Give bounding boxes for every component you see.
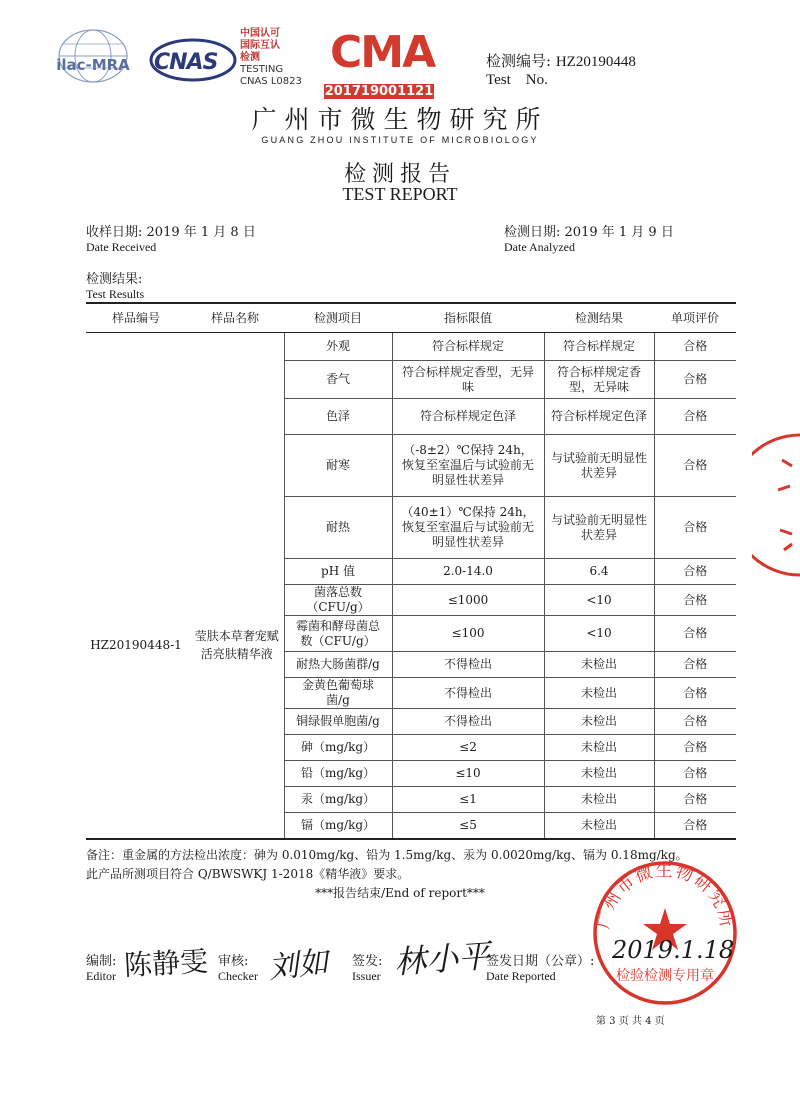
cnas-side-line: 国际互认 <box>240 40 280 51</box>
date-analyzed-value: 2019 年 1 月 9 日 <box>564 225 674 240</box>
table-cell-item: 外观 <box>284 333 392 361</box>
table-cell-result: 未检出 <box>544 787 654 813</box>
table-cell-item: pH 值 <box>284 559 392 585</box>
table-cell-eval: 合格 <box>654 559 736 585</box>
column-header: 样品名称 <box>186 303 284 333</box>
table-cell-limit: 符合标样规定香型，无异味 <box>392 361 544 399</box>
table-cell-eval: 合格 <box>654 678 736 709</box>
column-header: 样品编号 <box>86 303 186 333</box>
issuer-label-en: Issuer <box>352 969 381 983</box>
table-cell-limit: 不得检出 <box>392 709 544 735</box>
end-of-report: ***报告结束/End of report*** <box>315 886 485 900</box>
checker-handwriting: 刘如 <box>266 944 331 987</box>
cnas-side-text <box>240 28 302 88</box>
table-cell-result: 与试验前无明显性状差异 <box>544 497 654 559</box>
checker-signature <box>218 950 258 984</box>
date-received-label: 收样日期: <box>86 225 143 240</box>
cnas-text: CNAS <box>154 50 218 75</box>
table-cell-limit: ≤5 <box>392 813 544 839</box>
table-cell-result: <10 <box>544 585 654 616</box>
table-cell-limit: ≤1000 <box>392 585 544 616</box>
checker-label-en: Checker <box>218 969 258 983</box>
issuer-signature <box>352 950 382 984</box>
test-results-label-cn: 检测结果: <box>86 272 143 287</box>
table-cell-result: 符合标样规定香型，无异味 <box>544 361 654 399</box>
note-line: 此产品所测项目符合 Q/BWSWKJ 1-2018《精华液》要求。 <box>86 867 410 881</box>
table-cell-limit: 不得检出 <box>392 652 544 678</box>
test-number-value: HZ20190448 <box>555 54 636 70</box>
table-cell-limit: 符合标样规定 <box>392 333 544 361</box>
cnas-side-line: 中国认可 <box>240 28 280 39</box>
ilac-mra-logo <box>48 28 138 88</box>
column-header: 检测结果 <box>544 303 654 333</box>
table-cell-eval: 合格 <box>654 585 736 616</box>
editor-label-en: Editor <box>86 969 116 983</box>
table-cell-result: <10 <box>544 616 654 652</box>
date-reported-label: 签发日期（公章）: <box>486 954 595 969</box>
table-cell-result: 符合标样规定 <box>544 333 654 361</box>
sample-id-cell: HZ20190448-1 <box>86 333 186 839</box>
column-header: 单项评价 <box>654 303 736 333</box>
editor-signature <box>86 950 116 984</box>
date-received <box>86 221 256 255</box>
table-cell-item: 铅（mg/kg） <box>284 761 392 787</box>
date-received-label-en: Date Received <box>86 240 157 254</box>
note-line: 备注：重金属的方法检出浓度：砷为 0.010mg/kg、铅为 1.5mg/kg、汞为 0.0020mg/kg、镉为 0.18mg/kg。 <box>86 848 688 862</box>
table-cell-eval: 合格 <box>654 652 736 678</box>
table-cell-result: 未检出 <box>544 709 654 735</box>
table-cell-result: 符合标样规定色泽 <box>544 399 654 435</box>
table-cell-eval: 合格 <box>654 616 736 652</box>
editor-label: 编制: <box>86 954 117 969</box>
table-cell-item: 汞（mg/kg） <box>284 787 392 813</box>
cnas-side-line: CNAS L0823 <box>240 76 302 87</box>
table-row <box>86 333 736 361</box>
table-cell-result: 未检出 <box>544 761 654 787</box>
page-number: 第 3 页 共 4 页 <box>596 1016 665 1027</box>
cma-text: CMA <box>330 27 435 78</box>
cma-number: 201719001121 <box>324 84 434 99</box>
editor-handwriting: 陈静雯 <box>123 944 209 983</box>
table-cell-item: 金黄色葡萄球菌/g <box>284 678 392 709</box>
checker-label: 审核: <box>218 954 249 969</box>
date-reported <box>486 950 594 984</box>
seal-ring-text: 广州市微生物研究所 <box>593 860 737 931</box>
results-table <box>86 302 736 840</box>
table-cell-item: 镉（mg/kg） <box>284 813 392 839</box>
test-results-label-en: Test Results <box>86 287 145 301</box>
cnas-side-line: TESTING <box>240 64 284 75</box>
issuer-handwriting: 林小平 <box>392 936 492 982</box>
test-number-label-en: Test No. <box>486 72 548 88</box>
table-cell-item: 耐寒 <box>284 435 392 497</box>
cnas-side-line: 检测 <box>240 52 260 63</box>
column-header: 检测项目 <box>284 303 392 333</box>
edge-seal-icon <box>752 430 800 580</box>
table-cell-item: 耐热大肠菌群/g <box>284 652 392 678</box>
sample-name-cell: 莹肤本草奢宠赋活亮肤精华液 <box>186 333 284 839</box>
date-received-value: 2019 年 1 月 8 日 <box>146 225 256 240</box>
table-cell-eval: 合格 <box>654 361 736 399</box>
cma-logo <box>326 27 435 84</box>
report-title-en: TEST REPORT <box>342 184 458 204</box>
cnas-logo <box>148 36 238 86</box>
table-cell-eval: 合格 <box>654 435 736 497</box>
seal-bottom-text: 检验检测专用章 <box>616 968 714 984</box>
table-cell-eval: 合格 <box>654 709 736 735</box>
table-header-row <box>86 303 736 333</box>
date-analyzed-label: 检测日期: <box>504 225 561 240</box>
table-cell-result: 未检出 <box>544 735 654 761</box>
date-reported-label-en: Date Reported <box>486 969 556 983</box>
table-cell-eval: 合格 <box>654 761 736 787</box>
table-cell-item: 香气 <box>284 361 392 399</box>
table-cell-item: 色泽 <box>284 399 392 435</box>
table-cell-item: 铜绿假单胞菌/g <box>284 709 392 735</box>
table-cell-limit: ≤100 <box>392 616 544 652</box>
table-cell-limit: （40±1）℃保持 24h，恢复至室温后与试验前无明显性状差异 <box>392 497 544 559</box>
table-cell-eval: 合格 <box>654 735 736 761</box>
table-cell-result: 未检出 <box>544 813 654 839</box>
table-cell-limit: ≤1 <box>392 787 544 813</box>
table-cell-result: 未检出 <box>544 678 654 709</box>
column-header: 指标限值 <box>392 303 544 333</box>
table-cell-result: 与试验前无明显性状差异 <box>544 435 654 497</box>
table-cell-eval: 合格 <box>654 399 736 435</box>
date-analyzed-label-en: Date Analyzed <box>504 240 575 254</box>
table-cell-item: 砷（mg/kg） <box>284 735 392 761</box>
table-cell-limit: （-8±2）℃保持 24h，恢复至室温后与试验前无明显性状差异 <box>392 435 544 497</box>
table-cell-eval: 合格 <box>654 813 736 839</box>
table-cell-limit: 符合标样规定色泽 <box>392 399 544 435</box>
table-cell-item: 菌落总数（CFU/g） <box>284 585 392 616</box>
table-cell-limit: 不得检出 <box>392 678 544 709</box>
date-analyzed <box>504 221 674 255</box>
test-number-label: 检测编号: <box>486 52 552 70</box>
date-reported-handwriting: 2019.1.18 <box>612 936 735 964</box>
test-results-label <box>86 268 144 302</box>
table-cell-eval: 合格 <box>654 787 736 813</box>
report-title-cn: 检测报告 <box>343 162 456 187</box>
test-number <box>486 50 636 71</box>
official-seal-icon <box>590 858 740 1008</box>
table-cell-limit: ≤2 <box>392 735 544 761</box>
institute-name-en: GUANG ZHOU INSTITUTE OF MICROBIOLOGY <box>261 135 539 145</box>
table-body <box>86 333 736 839</box>
table-cell-eval: 合格 <box>654 497 736 559</box>
table-cell-limit: 2.0-14.0 <box>392 559 544 585</box>
table-cell-item: 霉菌和酵母菌总数（CFU/g） <box>284 616 392 652</box>
table-cell-item: 耐热 <box>284 497 392 559</box>
table-cell-result: 6.4 <box>544 559 654 585</box>
issuer-label: 签发: <box>352 954 383 969</box>
table-cell-result: 未检出 <box>544 652 654 678</box>
ilac-mra-text: ilac-MRA <box>56 56 130 74</box>
table-cell-eval: 合格 <box>654 333 736 361</box>
table-cell-limit: ≤10 <box>392 761 544 787</box>
institute-name-cn: 广州市微生物研究所 <box>251 105 549 134</box>
